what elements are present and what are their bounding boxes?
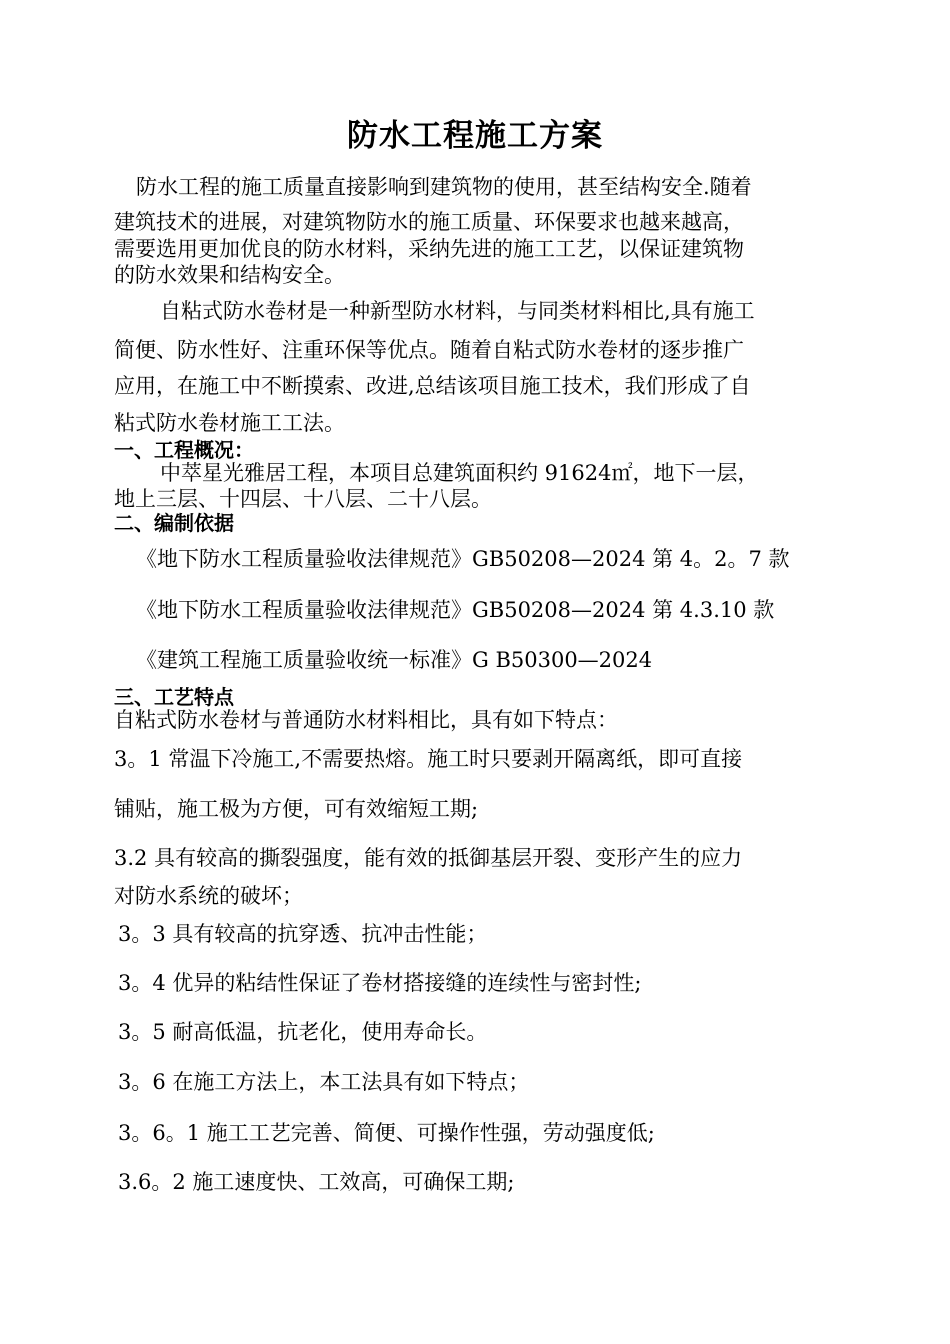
features-intro: 自粘式防水卷材与普通防水材料相比，具有如下特点： xyxy=(114,708,618,732)
feature-item: 3。5 耐高低温，抗老化，使用寿命长。 xyxy=(118,1020,488,1044)
paragraph-line: 自粘式防水卷材是一种新型防水材料，与同类材料相比,具有施工 xyxy=(160,299,755,323)
intro-line: 的防水效果和结构安全。 xyxy=(114,263,345,287)
feature-item: 3。1 常温下冷施工,不需要热熔。施工时只要剥开隔离纸，即可直接 xyxy=(114,747,743,771)
basis-item: 《地下防水工程质量验收法律规范》GB50208—2024 第 4.3.10 款 xyxy=(136,598,775,622)
intro-line: 防水工程的施工质量直接影响到建筑物的使用，甚至结构安全.随着 xyxy=(136,175,752,199)
paragraph-line: 简便、防水性好、注重环保等优点。随着自粘式防水卷材的逐步推广 xyxy=(114,338,744,362)
feature-item: 3.6。2 施工速度快、工效高，可确保工期; xyxy=(118,1170,515,1194)
feature-item: 3。6 在施工方法上，本工法具有如下特点； xyxy=(118,1070,530,1094)
paragraph-line: 粘式防水卷材施工工法。 xyxy=(114,411,345,435)
section-heading-basis: 二、编制依据 xyxy=(114,511,234,535)
section-heading-overview: 一、工程概况： xyxy=(114,438,254,462)
intro-line: 需要选用更加优良的防水材料，采纳先进的施工工艺，以保证建筑物 xyxy=(114,237,744,261)
feature-item: 3。4 优异的粘结性保证了卷材搭接缝的连续性与密封性; xyxy=(118,971,642,995)
overview-line: 中萃星光雅居工程，本项目总建筑面积约 91624㎡，地下一层， xyxy=(160,461,759,485)
section-heading-features: 三、工艺特点 xyxy=(114,685,234,709)
basis-item: 《建筑工程施工质量验收统一标准》G B50300—2024 xyxy=(136,648,653,672)
feature-item: 3。6。1 施工工艺完善、简便、可操作性强，劳动强度低; xyxy=(118,1121,655,1145)
document-title: 防水工程施工方案 xyxy=(347,118,603,154)
intro-line: 建筑技术的进展，对建筑物防水的施工质量、环保要求也越来越高， xyxy=(114,210,744,234)
feature-item: 铺贴，施工极为方便，可有效缩短工期; xyxy=(114,797,479,821)
feature-item: 3。3 具有较高的抗穿透、抗冲击性能； xyxy=(118,922,488,946)
paragraph-line: 应用，在施工中不断摸索、改进,总结该项目施工技术，我们形成了自 xyxy=(114,374,751,398)
feature-item: 3.2 具有较高的撕裂强度，能有效的抵御基层开裂、变形产生的应力 xyxy=(114,846,743,870)
feature-item: 对防水系统的破坏； xyxy=(114,884,303,908)
basis-item: 《地下防水工程质量验收法律规范》GB50208—2024 第 4。2。7 款 xyxy=(136,547,790,571)
overview-line: 地上三层、十四层、十八层、二十八层。 xyxy=(114,487,492,511)
